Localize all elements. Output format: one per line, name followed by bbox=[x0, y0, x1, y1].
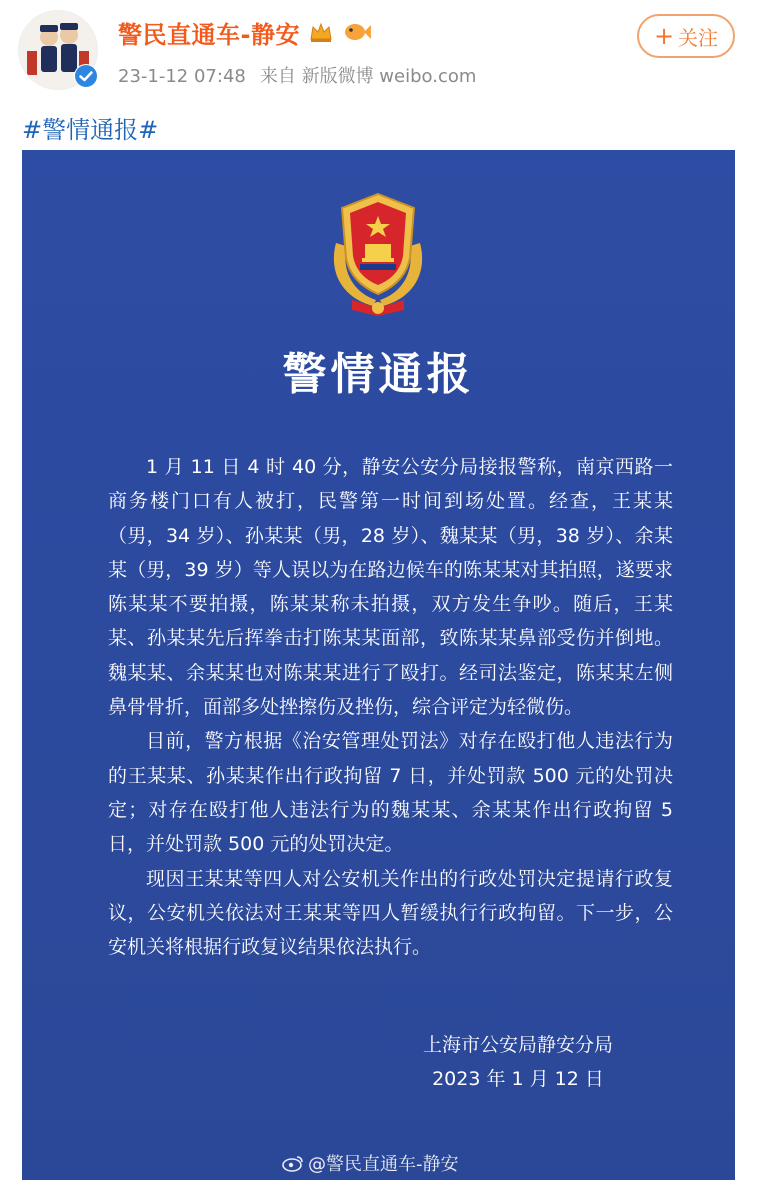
signature-date: 2023 年 1 月 12 日 bbox=[432, 1068, 604, 1090]
post-header bbox=[0, 0, 757, 100]
weibo-logo-icon bbox=[282, 1154, 304, 1172]
notice-paragraph: 目前，警方根据《治安管理处罚法》对存在殴打他人违法行为的王某某、孙某某作出行政拘留 7 日，并处罚款 500 元的处罚决定；对存在殴打他人违法行为的魏某某、余某某作出行政拘留 5 日，并处罚款 500 元的处罚决定。 bbox=[108, 730, 673, 856]
notice-title: 警情通报 bbox=[282, 349, 475, 400]
notice-body bbox=[108, 450, 673, 964]
police-emblem-icon bbox=[318, 188, 438, 318]
signature-org: 上海市公安局静安分局 bbox=[422, 1034, 613, 1056]
watermark-text: @警民直通车-静安 bbox=[308, 1154, 459, 1175]
notice-paragraph: 现因王某某等四人对公安机关作出的行政处罚决定提请行政复议，公安机关依法对王某某等四人暂缓执行行政拘留。下一步，公安机关将根据行政复议结果依法执行。 bbox=[108, 867, 673, 959]
post-source: 来自 新版微博 weibo.com bbox=[259, 66, 477, 87]
follow-button[interactable] bbox=[637, 14, 735, 58]
bottom-spacer bbox=[0, 1180, 757, 1200]
fish-badge-icon bbox=[342, 19, 368, 45]
notice-image[interactable] bbox=[22, 150, 735, 1180]
crown-badge-icon bbox=[308, 19, 334, 45]
weibo-watermark bbox=[282, 1150, 459, 1176]
author-name[interactable]: 警民直通车-静安 bbox=[118, 20, 300, 49]
notice-signature bbox=[398, 1028, 638, 1096]
post-timestamp: 23-1-12 07:48 bbox=[118, 66, 246, 87]
verified-badge-icon bbox=[74, 64, 98, 88]
plus-icon: + bbox=[653, 22, 675, 50]
author-row bbox=[118, 12, 368, 52]
notice-paragraph: 1 月 11 日 4 时 40 分，静安公安分局接报警称，南京西路一商务楼门口有人被打，民警第一时间到场处置。经查，王某某（男，34 岁）、孙某某（男，28 岁）、魏某某（男，38 岁）、余某某（男，39 岁）等人误以为在路边候车的陈某某对其拍照，遂要求陈某某不要拍摄，陈某某称未拍摄，双方发生争吵。随后，王某某、孙某某先后挥拳击打陈某某面部，致陈某某鼻部受伤并倒地。魏某某、余某某也对陈某某进行了殴打。经司法鉴定，陈某某左侧鼻骨骨折，面部多处挫擦伤及挫伤，综合评定为轻微伤。 bbox=[108, 456, 673, 719]
post-meta bbox=[118, 62, 490, 88]
topic-hashtag[interactable]: #警情通报# bbox=[22, 116, 159, 144]
follow-label: 关注 bbox=[678, 25, 719, 50]
